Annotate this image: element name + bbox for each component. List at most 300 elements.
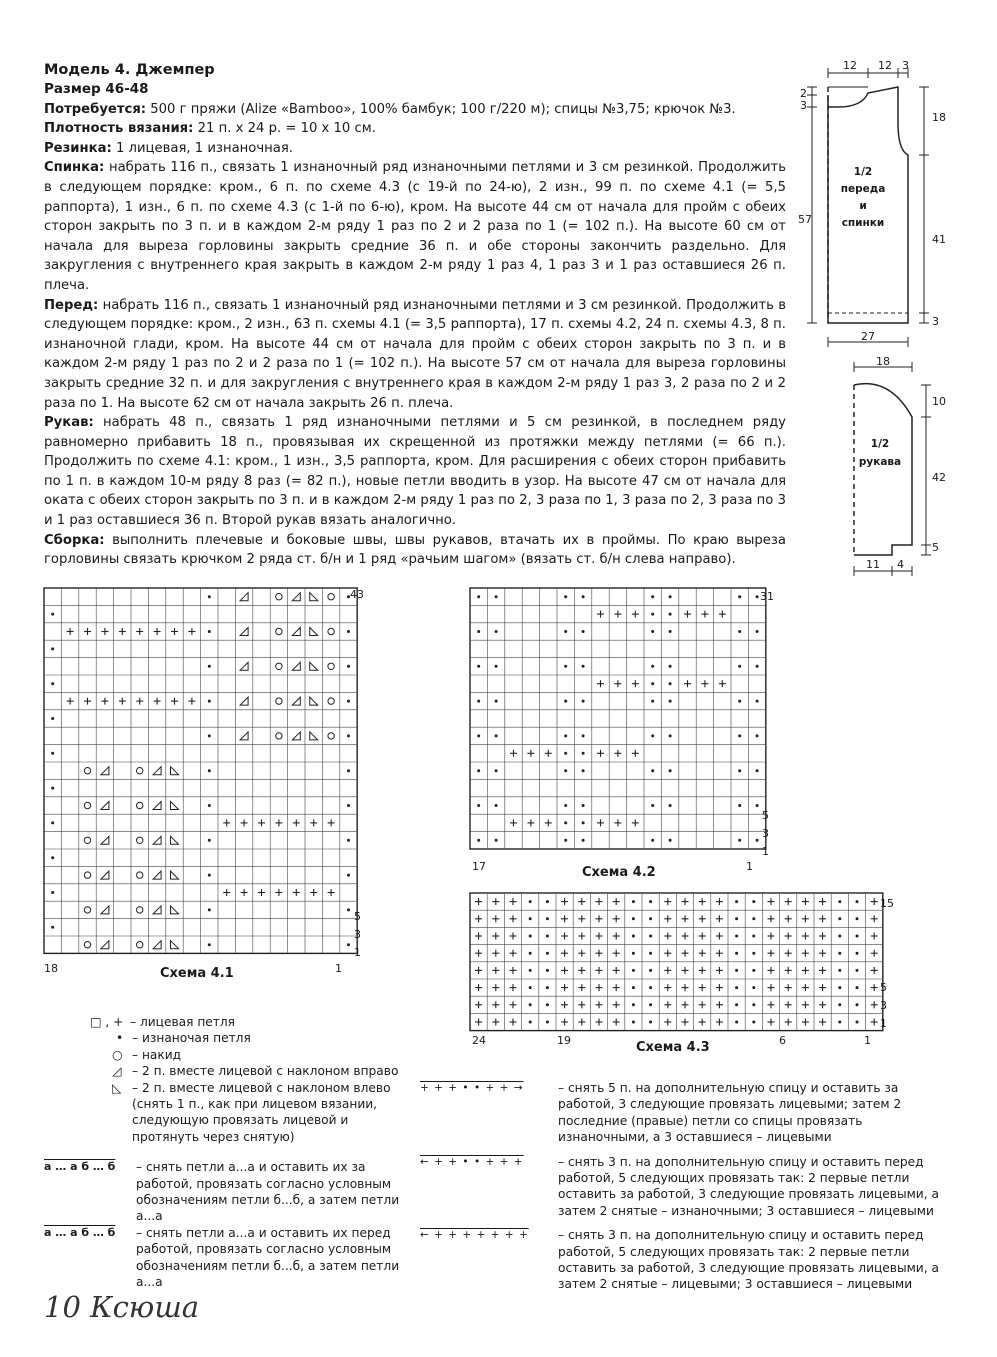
purl-dot bbox=[564, 595, 567, 598]
purl-dot bbox=[51, 821, 54, 824]
purl-dot bbox=[529, 986, 532, 989]
gauge-paragraph: Плотность вязания: 21 п. х 24 р. = 10 х 10 см. bbox=[44, 121, 376, 137]
legend-item-cable-front: а … а б … б – снять петли а...а и оставить их перед работой, провязать согласно условным обозначениям петли б...б, а затем петли а...а bbox=[44, 1225, 400, 1290]
dim-left-height: 57 bbox=[798, 213, 812, 226]
purl-dot bbox=[582, 804, 585, 807]
purl-dot bbox=[564, 700, 567, 703]
cable-2-icon: ← + + • • + + + bbox=[420, 1155, 524, 1168]
purl-dot bbox=[752, 986, 755, 989]
purl-dot bbox=[838, 1021, 841, 1024]
chart-4-2-row-1: 1 bbox=[762, 845, 769, 858]
purl-dot bbox=[738, 839, 741, 842]
front-paragraph: Перед: набрать 116 п., связать 1 изнаночный ряд изнаночными петлями и 3 см резинкой. Продолжить в следующем порядке: кром., 2 изн., 63 п. схемы 4.1 (= 3,5 раппорта), 17 п. схемы 4.2, 24 п. схемы 4.3, 8 п. изнаночной глади, кром. На высоте 44 см от начала для пройм с обеих сторон закрыть по 3 п. и в каждом 2-м ряду 1 раз по 2 и 2 раза по 1 (= 102 п.). На высоте 57 см от начала для выреза горловины закрыть средние 32 п. и для закругления с внутреннего края в каждом 2-м ряду 1 раз 3, 2 раза по 2 и 2 раза по 1. На высоте 62 см от начала закрыть 26 п. плеча. bbox=[44, 297, 786, 411]
chart-4-3-row-top: 15 bbox=[880, 897, 894, 910]
dim-top-1: 12 bbox=[843, 59, 857, 72]
yarnover-mark bbox=[84, 768, 90, 774]
purl-dot bbox=[649, 969, 652, 972]
purl-dot bbox=[582, 821, 585, 824]
purl-dot bbox=[756, 665, 759, 668]
purl-dot bbox=[51, 647, 54, 650]
purl-dot bbox=[738, 804, 741, 807]
label-line-1: 1/2 bbox=[853, 166, 873, 178]
sleeve-label-2: рукава bbox=[858, 456, 902, 468]
purl-dot bbox=[752, 900, 755, 903]
purl-dot bbox=[51, 891, 54, 894]
purl-dot bbox=[651, 665, 654, 668]
yarnover-mark bbox=[84, 942, 90, 948]
page-footer bbox=[44, 1290, 199, 1324]
k2tog-left-mark bbox=[171, 836, 179, 844]
purl-dot bbox=[208, 595, 211, 598]
page-number: 10 bbox=[44, 1290, 81, 1324]
purl-dot bbox=[632, 917, 635, 920]
yarnover-mark bbox=[276, 733, 282, 739]
purl-dot bbox=[529, 900, 532, 903]
purl-dot bbox=[51, 787, 54, 790]
purl-dot bbox=[495, 630, 498, 633]
knit-icon: □ , + bbox=[90, 1015, 124, 1029]
purl-dot bbox=[564, 804, 567, 807]
purl-dot bbox=[51, 717, 54, 720]
yarnover-mark bbox=[276, 663, 282, 669]
legend-item-purl: • – изнаночая петля bbox=[116, 1031, 251, 1046]
yarnover-mark bbox=[137, 768, 143, 774]
sleeve-dim-bottom-1: 11 bbox=[866, 558, 880, 571]
purl-dot bbox=[495, 734, 498, 737]
magazine-name: Ксюша bbox=[90, 1290, 200, 1324]
purl-dot bbox=[477, 700, 480, 703]
yarnover-mark bbox=[84, 907, 90, 913]
purl-dot bbox=[838, 900, 841, 903]
purl-dot bbox=[669, 769, 672, 772]
purl-dot bbox=[756, 839, 759, 842]
k2tog-right-mark bbox=[101, 836, 109, 844]
purl-dot bbox=[347, 908, 350, 911]
k2tog-right-mark bbox=[292, 628, 300, 636]
purl-dot bbox=[856, 1003, 859, 1006]
purl-dot bbox=[838, 969, 841, 972]
chart-4-1 bbox=[44, 588, 369, 963]
sleeve-dim-right-2: 42 bbox=[932, 471, 946, 484]
purl-dot bbox=[632, 900, 635, 903]
legend-right bbox=[420, 1080, 950, 1293]
purl-dot bbox=[651, 839, 654, 842]
purl-dot bbox=[564, 769, 567, 772]
label-line-3: и bbox=[859, 200, 867, 212]
purl-dot bbox=[735, 1021, 738, 1024]
purl-dot bbox=[495, 839, 498, 842]
purl-dot bbox=[856, 917, 859, 920]
k2tog-left-mark bbox=[171, 802, 179, 810]
chart-4-1-left-label: 18 bbox=[44, 962, 58, 975]
purl-dot bbox=[669, 682, 672, 685]
purl-dot bbox=[632, 969, 635, 972]
purl-dot bbox=[495, 769, 498, 772]
purl-dot bbox=[582, 752, 585, 755]
purl-dot bbox=[651, 613, 654, 616]
purl-dot bbox=[856, 1021, 859, 1024]
chart-4-3-row-5: 5 bbox=[880, 981, 887, 994]
purl-dot bbox=[856, 952, 859, 955]
purl-dot bbox=[838, 917, 841, 920]
chart-4-1-row-3: 3 bbox=[354, 928, 361, 941]
chart-4-2 bbox=[470, 588, 775, 856]
k2tog-right-mark bbox=[153, 767, 161, 775]
purl-dot bbox=[546, 917, 549, 920]
purl-dot bbox=[651, 769, 654, 772]
k2tog-right-mark bbox=[153, 802, 161, 810]
model-title: Модель 4. Джемпер bbox=[44, 62, 215, 78]
purl-dot bbox=[564, 839, 567, 842]
sleeve-dim-bottom-2: 4 bbox=[897, 558, 904, 571]
chart-4-3-row-3: 3 bbox=[880, 999, 887, 1012]
assembly-paragraph: Сборка: выполнить плечевые и боковые швы, швы рукавов, втачать их в проймы. По краю выреза горловины связать крючком 2 ряда ст. б/н и 1 ряд «рачьим шагом» (вязать ст. б/н слева направо). bbox=[44, 532, 786, 568]
purl-dot-icon: • bbox=[116, 1031, 124, 1046]
purl-dot bbox=[208, 943, 211, 946]
purl-dot bbox=[546, 952, 549, 955]
legend-left bbox=[44, 1014, 404, 1291]
purl-dot bbox=[529, 1003, 532, 1006]
legend-item-k2tog-left: ◺ – 2 п. вместе лицевой с наклоном влево (снять 1 п., как при лицевом вязании, следующую провязать лицевой и протянуть через снятую) bbox=[112, 1080, 391, 1144]
k2tog-right-mark bbox=[292, 662, 300, 670]
purl-dot bbox=[208, 874, 211, 877]
purl-dot bbox=[756, 700, 759, 703]
cable-3-icon: ← + + + + + + + bbox=[420, 1229, 529, 1242]
purl-dot bbox=[838, 952, 841, 955]
yarnover-mark bbox=[137, 942, 143, 948]
purl-dot bbox=[564, 665, 567, 668]
sleeve-pattern-diagram bbox=[820, 355, 960, 585]
yarnover-mark bbox=[137, 837, 143, 843]
purl-dot bbox=[208, 630, 211, 633]
yarnover-mark bbox=[276, 628, 282, 634]
legend-item-cable-3: ← + + + + + + + – снять 3 п. на дополнительную спицу и оставить перед работой, 5 следующих провязать так: 2 первые петли оставить за работой, 3 следующие провязать лицевыми, а затем 2 снятые – лицевыми; 3 оставшиеся – лицевыми bbox=[420, 1228, 939, 1292]
k2tog-right-mark bbox=[240, 628, 248, 636]
purl-dot bbox=[208, 839, 211, 842]
k2tog-right-mark bbox=[153, 871, 161, 879]
chart-4-2-grid bbox=[470, 588, 775, 856]
legend-item-cable-2: ← + + • • + + + – снять 3 п. на дополнительную спицу и оставить перед работой, 5 следующих провязать так: 2 первые петли оставить за работой, 3 следующие провязать лицевыми, а затем 2 снятые – изнаночными; 3 оставшиеся – лицевыми bbox=[420, 1154, 939, 1218]
yarnover-mark bbox=[276, 594, 282, 600]
purl-dot bbox=[546, 1003, 549, 1006]
purl-dot bbox=[529, 917, 532, 920]
dim-left-1: 2 bbox=[800, 87, 807, 100]
purl-dot bbox=[856, 900, 859, 903]
k2tog-left-mark bbox=[171, 767, 179, 775]
purl-dot bbox=[756, 804, 759, 807]
chart-4-2-cells bbox=[470, 588, 766, 849]
k2tog-right-mark bbox=[292, 732, 300, 740]
purl-dot bbox=[669, 804, 672, 807]
purl-dot bbox=[752, 969, 755, 972]
purl-dot bbox=[738, 769, 741, 772]
purl-dot bbox=[529, 952, 532, 955]
purl-dot bbox=[51, 613, 54, 616]
purl-dot bbox=[582, 769, 585, 772]
chart-4-2-row-top: 31 bbox=[760, 590, 774, 603]
k2tog-right-mark bbox=[153, 906, 161, 914]
chart-4-2-right-label: 1 bbox=[746, 860, 753, 873]
chart-4-2-row-3: 3 bbox=[762, 827, 769, 840]
purl-dot bbox=[477, 665, 480, 668]
purl-dot bbox=[477, 734, 480, 737]
purl-dot bbox=[649, 917, 652, 920]
chart-4-3-row-1: 1 bbox=[880, 1017, 887, 1030]
purl-dot bbox=[632, 1021, 635, 1024]
purl-dot bbox=[564, 752, 567, 755]
legend-item-cable-back: а … а б … б – снять петли а...а и оставить их за работой, провязать согласно условным обозначениям петли б...б, а затем петли а...а bbox=[44, 1160, 400, 1224]
yarnover-mark bbox=[328, 663, 334, 669]
k2tog-right-mark bbox=[292, 697, 300, 705]
purl-dot bbox=[582, 595, 585, 598]
dim-bottom: 27 bbox=[861, 330, 875, 343]
purl-dot bbox=[649, 900, 652, 903]
purl-dot bbox=[582, 700, 585, 703]
purl-dot bbox=[51, 752, 54, 755]
yarnover-icon: ○ bbox=[112, 1047, 123, 1062]
purl-dot bbox=[649, 1003, 652, 1006]
label-line-4: спинки bbox=[841, 217, 885, 229]
dim-right-1: 18 bbox=[932, 111, 946, 124]
purl-dot bbox=[347, 665, 350, 668]
purl-dot bbox=[51, 682, 54, 685]
chart-4-1-caption: Схема 4.1 bbox=[160, 966, 234, 981]
sleeve-paragraph: Рукав: набрать 48 п., связать 1 ряд изнаночными петлями и 5 см резинкой, в последнем ряду равномерно прибавить 18 п., провязывая их скрещенной из протяжки между петлями (= 66 п.). Продолжить по схеме 4.1: кром., 1 изн., 3,5 раппорта, кром. Для расширения с обеих сторон прибавить по 1 п. в каждом 10-м ряду 8 раз (= 82 п.), новые петли вводить в узор. На высоте 47 см от начала для оката с обеих сторон закрыть по 3 п. и в каждом 2-м ряду 1 раз по 2, 3 раза по 1, 3 раза по 2, 3 раза по 3 и 1 раз оставшиеся 36 п. Второй рукав вязать аналогично. bbox=[44, 415, 786, 529]
purl-dot bbox=[529, 935, 532, 938]
purl-dot bbox=[495, 700, 498, 703]
purl-dot bbox=[752, 1003, 755, 1006]
purl-dot bbox=[669, 700, 672, 703]
yarnover-mark bbox=[137, 907, 143, 913]
purl-dot bbox=[477, 804, 480, 807]
purl-dot bbox=[632, 952, 635, 955]
purl-dot bbox=[738, 630, 741, 633]
purl-dot bbox=[495, 665, 498, 668]
k2tog-left-mark bbox=[310, 628, 318, 636]
purl-dot bbox=[347, 700, 350, 703]
legend-item-yarnover: ○ – накид bbox=[112, 1047, 182, 1062]
purl-dot bbox=[856, 935, 859, 938]
purl-dot bbox=[582, 665, 585, 668]
purl-dot bbox=[51, 926, 54, 929]
purl-dot bbox=[735, 1003, 738, 1006]
purl-dot bbox=[564, 734, 567, 737]
dim-top-3: 3 bbox=[902, 59, 909, 72]
purl-dot bbox=[546, 1021, 549, 1024]
purl-dot bbox=[208, 700, 211, 703]
rib-paragraph: Резинка: 1 лицевая, 1 изнаночная. bbox=[44, 140, 293, 156]
yarnover-mark bbox=[328, 698, 334, 704]
purl-dot bbox=[738, 734, 741, 737]
purl-dot bbox=[649, 1021, 652, 1024]
purl-dot bbox=[208, 665, 211, 668]
purl-dot bbox=[756, 595, 759, 598]
sleeve-dim-right-3: 5 bbox=[932, 541, 939, 554]
chart-4-3-cells bbox=[470, 893, 883, 1031]
chart-4-1-row-1: 1 bbox=[354, 946, 361, 959]
purl-dot bbox=[582, 734, 585, 737]
purl-dot bbox=[546, 969, 549, 972]
k2tog-right-mark bbox=[292, 593, 300, 601]
cable-1-icon: + + + • • + + → bbox=[420, 1082, 524, 1094]
purl-dot bbox=[669, 613, 672, 616]
purl-dot bbox=[651, 700, 654, 703]
back-paragraph: Спинка: набрать 116 п., связать 1 изнаночный ряд изнаночными петлями и 3 см резинкой. Продолжить в следующем порядке: кром., 6 п. по схеме 4.3 (с 19-й по 24-ю), 2 изн., 99 п. по схеме 4.1 (= 5,5 раппорта), 1 изн., 6 п. по схеме 4.3 (с 1-й по 6-ю), кром. На высоте 44 см от начала для пройм с обеих сторон закрыть по 3 п. и в каждом 2-м ряду 1 раз по 2 и 2 раза по 1 (= 102 п.). На высоте 60 см от начала для выреза горловины закрыть средние 36 п. и обе стороны закончить раздельно. Для закругления с внутреннего края закрыть в каждом 2-м ряду 1 раз 4, 1 раз 3 и 1 раз оставшиеся 26 п. плеча. bbox=[44, 160, 786, 293]
chart-4-3-label-6: 6 bbox=[779, 1034, 786, 1047]
k2tog-left-mark bbox=[310, 593, 318, 601]
k2tog-right-mark bbox=[101, 767, 109, 775]
purl-dot bbox=[735, 986, 738, 989]
purl-dot bbox=[529, 969, 532, 972]
purl-dot bbox=[669, 595, 672, 598]
k2tog-left-mark bbox=[171, 906, 179, 914]
k2tog-right-mark bbox=[240, 662, 248, 670]
chart-4-2-left-label: 17 bbox=[472, 860, 486, 873]
purl-dot bbox=[529, 1021, 532, 1024]
yarnover-mark bbox=[84, 802, 90, 808]
instructions-text bbox=[44, 60, 786, 570]
purl-dot bbox=[477, 769, 480, 772]
purl-dot bbox=[651, 595, 654, 598]
purl-dot bbox=[208, 908, 211, 911]
k2tog-right-mark bbox=[153, 836, 161, 844]
purl-dot bbox=[752, 952, 755, 955]
sleeve-label-1: 1/2 bbox=[870, 438, 890, 450]
yarnover-mark bbox=[328, 733, 334, 739]
yarnover-mark bbox=[137, 802, 143, 808]
k2tog-right-mark bbox=[101, 906, 109, 914]
label-line-2: переда bbox=[840, 183, 886, 195]
purl-dot bbox=[582, 630, 585, 633]
purl-dot bbox=[756, 734, 759, 737]
k2tog-left-mark bbox=[310, 732, 318, 740]
yarnover-mark bbox=[328, 628, 334, 634]
purl-dot bbox=[347, 734, 350, 737]
body-pattern-diagram bbox=[790, 55, 960, 355]
chart-4-2-caption: Схема 4.2 bbox=[582, 865, 656, 880]
purl-dot bbox=[752, 935, 755, 938]
purl-dot bbox=[651, 682, 654, 685]
purl-dot bbox=[477, 839, 480, 842]
purl-dot bbox=[347, 769, 350, 772]
purl-dot bbox=[735, 969, 738, 972]
materials-paragraph: Потребуется: 500 г пряжи (Alize «Bamboo», 100% бамбук; 100 г/220 м); спицы №3,75; крючок №3. bbox=[44, 101, 736, 117]
purl-dot bbox=[752, 917, 755, 920]
k2tog-right-mark bbox=[240, 697, 248, 705]
k2tog-right-mark bbox=[101, 802, 109, 810]
purl-dot bbox=[738, 700, 741, 703]
chart-4-1-grid bbox=[44, 588, 369, 963]
purl-dot bbox=[752, 1021, 755, 1024]
cable-back-icon: а … а б … б bbox=[44, 1160, 116, 1174]
chart-4-1-cells bbox=[44, 588, 357, 953]
purl-dot bbox=[649, 986, 652, 989]
purl-dot bbox=[632, 1003, 635, 1006]
chart-4-3-label-19: 19 bbox=[557, 1034, 571, 1047]
purl-dot bbox=[546, 900, 549, 903]
purl-dot bbox=[651, 630, 654, 633]
purl-dot bbox=[838, 1003, 841, 1006]
k2tog-left-mark bbox=[171, 871, 179, 879]
chart-4-3-label-1: 1 bbox=[864, 1034, 871, 1047]
chart-4-3 bbox=[470, 893, 895, 1033]
purl-dot bbox=[347, 839, 350, 842]
purl-dot bbox=[735, 917, 738, 920]
purl-dot bbox=[477, 630, 480, 633]
k2tog-right-mark bbox=[240, 593, 248, 601]
purl-dot bbox=[856, 969, 859, 972]
purl-dot bbox=[208, 734, 211, 737]
purl-dot bbox=[495, 804, 498, 807]
purl-dot bbox=[347, 630, 350, 633]
purl-dot bbox=[756, 630, 759, 633]
purl-dot bbox=[495, 595, 498, 598]
dim-right-2: 41 bbox=[932, 233, 946, 246]
legend-item-knit: □ , + – лицевая петля bbox=[90, 1015, 236, 1029]
sleeve-dim-top: 18 bbox=[876, 355, 890, 368]
k2tog-left-mark bbox=[310, 697, 318, 705]
purl-dot bbox=[738, 665, 741, 668]
purl-dot bbox=[669, 630, 672, 633]
chart-4-1-row-5: 5 bbox=[354, 910, 361, 923]
purl-dot bbox=[347, 943, 350, 946]
chart-4-2-row-5: 5 bbox=[762, 809, 769, 822]
purl-dot bbox=[347, 874, 350, 877]
chart-4-3-label-24: 24 bbox=[472, 1034, 486, 1047]
purl-dot bbox=[856, 986, 859, 989]
yarnover-mark bbox=[137, 872, 143, 878]
yarnover-mark bbox=[84, 872, 90, 878]
purl-dot bbox=[546, 986, 549, 989]
purl-dot bbox=[651, 734, 654, 737]
purl-dot bbox=[649, 952, 652, 955]
chart-4-1-right-label: 1 bbox=[335, 962, 342, 975]
k2tog-left-mark bbox=[171, 941, 179, 949]
sleeve-dim-right-1: 10 bbox=[932, 395, 946, 408]
k2tog-right-mark bbox=[240, 732, 248, 740]
dim-top-2: 12 bbox=[878, 59, 892, 72]
purl-dot bbox=[564, 630, 567, 633]
purl-dot bbox=[208, 804, 211, 807]
purl-dot bbox=[838, 986, 841, 989]
purl-dot bbox=[477, 595, 480, 598]
purl-dot bbox=[735, 952, 738, 955]
purl-dot bbox=[347, 804, 350, 807]
purl-dot bbox=[632, 935, 635, 938]
purl-dot bbox=[669, 665, 672, 668]
legend-item-k2tog-right: ◿ – 2 п. вместе лицевой с наклоном вправо bbox=[112, 1064, 399, 1079]
k2tog-right-mark bbox=[101, 871, 109, 879]
yarnover-mark bbox=[84, 837, 90, 843]
purl-dot bbox=[651, 804, 654, 807]
purl-dot bbox=[649, 935, 652, 938]
chart-4-3-caption: Схема 4.3 bbox=[636, 1040, 710, 1055]
purl-dot bbox=[735, 935, 738, 938]
yarnover-mark bbox=[328, 594, 334, 600]
legend-item-cable-1: + + + • • + + → – снять 5 п. на дополнительную спицу и оставить за работой, 3 следующие провязать лицевыми; затем 2 последние (правые) петли со спицы провязать изнаночными, а 3 оставшиеся – лицевыми bbox=[420, 1081, 902, 1145]
chart-4-1-row-top: 43 bbox=[350, 588, 364, 601]
chart-4-3-grid bbox=[470, 893, 895, 1033]
purl-dot bbox=[756, 769, 759, 772]
purl-dot bbox=[51, 856, 54, 859]
purl-dot bbox=[208, 769, 211, 772]
k2tog-left-icon: ◺ bbox=[112, 1080, 122, 1095]
k2tog-right-mark bbox=[153, 941, 161, 949]
k2tog-right-icon: ◿ bbox=[112, 1064, 122, 1079]
purl-dot bbox=[564, 821, 567, 824]
yarnover-mark bbox=[276, 698, 282, 704]
dim-right-3: 3 bbox=[932, 315, 939, 328]
